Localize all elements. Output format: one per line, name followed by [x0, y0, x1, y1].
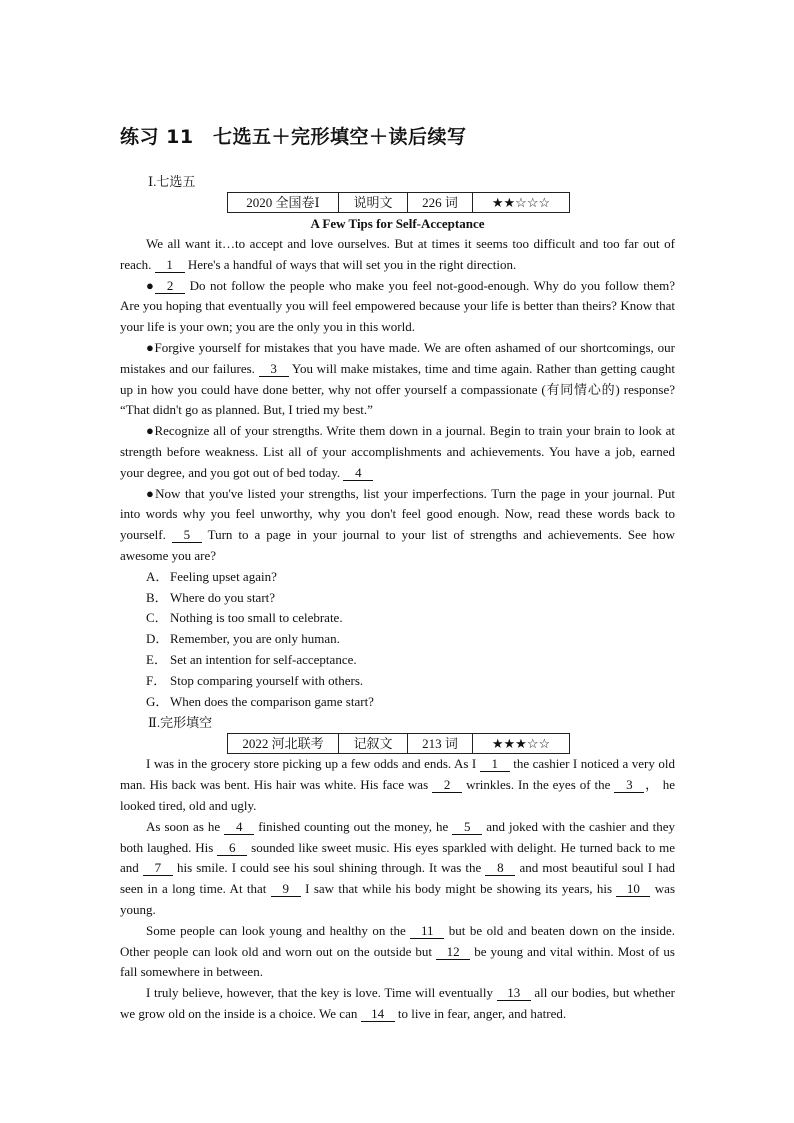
blank-3: 3 [614, 778, 644, 793]
option-key: B． [146, 589, 168, 605]
paragraph-text: I was in the grocery store picking up a few odds and ends. As I [146, 756, 480, 772]
option-item [120, 671, 675, 692]
option-key: E． [146, 651, 167, 667]
blank-13: 13 [497, 986, 531, 1001]
section2-word-count: 213 词 [408, 734, 473, 754]
paragraph-text: ●Forgive yourself for mistakes that you have made. We are often ashamed of our shortcomings, our mistakes and our failures. [120, 339, 675, 376]
option-key: F． [146, 672, 167, 688]
paragraph [120, 338, 675, 421]
blank-10: 10 [616, 882, 650, 897]
section1-difficulty: ★★☆☆☆ [473, 193, 570, 213]
option-text: Nothing is too small to celebrate. [170, 610, 343, 626]
article-title: A Few Tips for Self-Acceptance [310, 216, 485, 231]
paragraph [120, 983, 675, 1025]
option-item [120, 692, 675, 713]
paragraph [120, 921, 675, 983]
blank-4: 4 [343, 466, 373, 481]
paragraph-text: ， he looked tired, old and ugly. [120, 777, 675, 813]
paragraph-text: We all want it…to accept and love ourselves. But at times it seems too difficult and too far out of reach. [120, 236, 675, 272]
paragraph-text: Here's a handful of ways that will set you in the right direction. [184, 256, 517, 272]
option-item [120, 650, 675, 671]
page-title: 练习 11 七选五＋完形填空＋读后续写 [120, 126, 467, 148]
paragraph-text: the cashier I noticed a very old man. His back was bent. His hair was white. His face was [120, 756, 675, 793]
option-text: Remember, you are only human. [170, 631, 340, 647]
section1-label: Ⅰ.七选五 [148, 174, 196, 189]
blank-14: 14 [361, 1007, 395, 1022]
paragraph-text: Turn to a page in your journal to your list of strengths and achievements. See how awesome you are? [120, 527, 675, 563]
paragraph-text: Do not follow the people who make you feel not-good-enough. Why do you follow them? Are you hoping that eventually you will feel empowered because your life is better than theirs? Know that your life is your own; you are the only you in this world. [120, 277, 675, 335]
section2-info-table [227, 733, 570, 754]
blank-11: 11 [410, 924, 444, 939]
option-key: D． [146, 631, 169, 647]
option-text: Feeling upset again? [170, 568, 277, 584]
option-item [120, 629, 675, 650]
paragraph-text: and joked with the cashier and they both laughed. His [120, 818, 675, 855]
blank-5: 5 [172, 528, 202, 543]
blank-2: 2 [155, 279, 185, 294]
option-text: When does the comparison game start? [170, 693, 374, 709]
paragraph [120, 817, 675, 921]
paragraph [120, 421, 675, 483]
blank-9: 9 [271, 882, 301, 897]
section2-genre: 记叙文 [339, 734, 408, 754]
paragraph-text: to live in fear, anger, and hatred. [394, 1005, 567, 1021]
option-text: Stop comparing yourself with others. [170, 672, 364, 688]
blank-4: 4 [224, 820, 254, 835]
blank-3: 3 [259, 362, 289, 377]
paragraph [120, 276, 675, 338]
paragraph-text: ●Now that you've listed your strengths, list your imperfections. Turn the page in your journal. Put into words why you feel unworthy, why you don't feel good enough. Now, read these words back to yourself. [120, 485, 675, 543]
section1-info-table [227, 192, 570, 213]
paragraph [120, 234, 675, 276]
paragraph-text: all our bodies, but whether we grow old on the inside is a choice. We can [120, 985, 676, 1021]
option-text: Set an intention for self-acceptance. [170, 651, 357, 667]
option-item [120, 588, 675, 609]
section2-difficulty: ★★★☆☆ [473, 734, 570, 754]
paragraph-text: was young. [120, 881, 676, 917]
paragraph [120, 484, 675, 567]
paragraph-text: As soon as he [146, 818, 225, 834]
option-key: C． [146, 610, 168, 626]
paragraph-text: and most beautiful soul I had seen in a long time. At that [120, 860, 675, 897]
blank-2: 2 [432, 778, 462, 793]
section1-source: 2020 全国卷Ⅰ [228, 193, 339, 213]
paragraph-text: ●Recognize all of your strengths. Write them down in a journal. Begin to train your brain to look at strength before weakness. List all of your accomplishments and achievements. You have a job, earned your degree, and you got out of bed today. [120, 423, 675, 480]
paragraph-text: be young and vital within. Most of us fall somewhere in between. [120, 943, 675, 980]
paragraph [120, 754, 675, 816]
section1-options [120, 567, 675, 713]
section2-passage [120, 754, 675, 1024]
paragraph-text: but be old and beaten down on the inside. Other people can look old and worn out on the outside but [120, 922, 675, 959]
section1-word-count: 226 词 [408, 193, 473, 213]
paragraph-text: You will make mistakes, time and time again. Rather than getting caught up in how you could have done better, why not offer yourself a compassionate (有同情心的) response? “That didn't go as planned. But, I tried my best.” [120, 360, 675, 418]
blank-12: 12 [436, 945, 470, 960]
paragraph-text: finished counting out the money, he [254, 818, 453, 834]
blank-7: 7 [143, 861, 173, 876]
blank-6: 6 [217, 841, 247, 856]
section1-passage [120, 234, 675, 567]
blank-1: 1 [480, 757, 510, 772]
paragraph-text: his smile. I could see his soul shining through. It was the [172, 860, 486, 876]
paragraph-text: I saw that while his body might be showing its years, his [300, 881, 617, 897]
option-item [120, 567, 675, 588]
option-text: Where do you start? [170, 589, 276, 605]
section2-source: 2022 河北联考 [228, 734, 339, 754]
paragraph-text: sounded like sweet music. His eyes sparkled with delight. He turned back to me and [120, 839, 675, 876]
option-item [120, 608, 675, 629]
blank-1: 1 [155, 258, 185, 273]
paragraph-text: Some people can look young and healthy on the [146, 922, 411, 938]
blank-5: 5 [452, 820, 482, 835]
paragraph-text: wrinkles. In the eyes of the [462, 777, 615, 793]
option-key: A． [146, 568, 169, 584]
blank-8: 8 [485, 861, 515, 876]
option-key: G． [146, 693, 169, 709]
paragraph-text: I truly believe, however, that the key is love. Time will eventually [146, 985, 497, 1001]
worksheet-body [120, 171, 675, 1025]
section2-label: Ⅱ.完形填空 [148, 715, 213, 731]
section1-genre: 说明文 [339, 193, 408, 213]
paragraph-text: ● [146, 277, 156, 293]
